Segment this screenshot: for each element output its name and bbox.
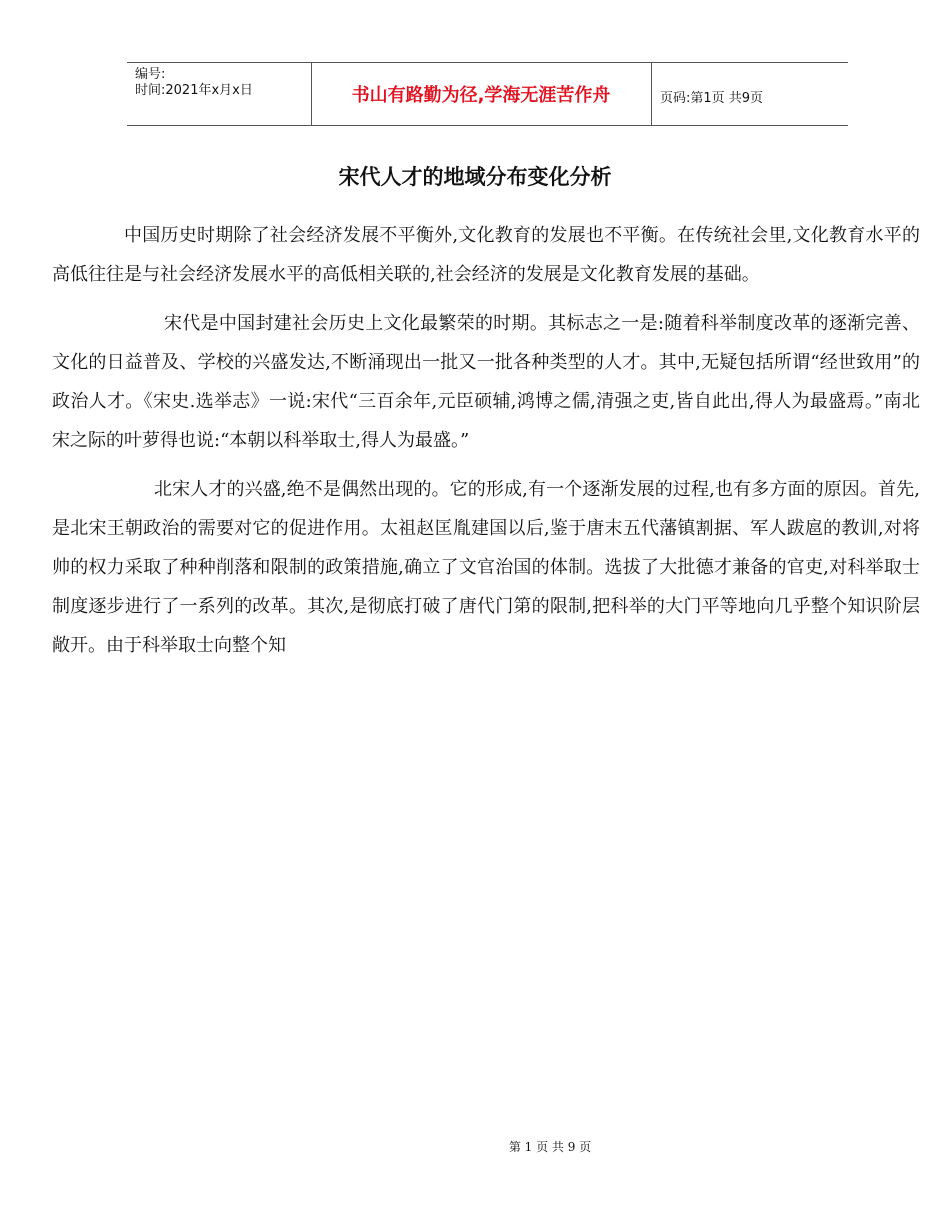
header-motto-cell [311,63,652,125]
header-info-cell [127,63,312,125]
number-label: 编号: [135,67,166,82]
page-code: 页码:第1页 共9页 [660,91,764,106]
paragraph-3: 北宋人才的兴盛,绝不是偶然出现的。它的形成,有一个逐渐发展的过程,也有多方面的原因。首先,是北宋王朝政治的需要对它的促进作用。太祖赵匡胤建国以后,鉴于唐末五代藩镇割据、军人跋扈的教训,对将帅的权力采取了种种削落和限制的政策措施,确立了文官治国的体制。选拔了大批德才兼备的官吏,对科举取士制度逐步进行了一系列的改革。其次,是彻底打破了唐代门第的限制,把科举的大门平等地向几乎整个知识阶层敞开。由于科举取士向整个知 [52,479,920,656]
document-title: 宋代人才的地域分布变化分析 [338,165,612,189]
header-page-cell [652,63,848,125]
paragraph-2: 宋代是中国封建社会历史上文化最繁荣的时期。其标志之一是:随着科举制度改革的逐渐完善、文化的日益普及、学校的兴盛发达,不断涌现出一批又一批各种类型的人才。其中,无疑包括所谓“经世致用”的政治人才。《宋史.选举志》一说:宋代“三百余年,元臣硕辅,鸿博之儒,清强之吏,皆自此出,得人为最盛焉。”南北宋之际的叶萝得也说:“本朝以科举取士,得人为最盛。” [52,313,920,451]
paragraph-1: 中国历史时期除了社会经济发展不平衡外,文化教育的发展也不平衡。在传统社会里,文化教育水平的高低往往是与社会经济发展水平的高低相关联的,社会经济的发展是文化教育发展的基础。 [52,225,920,285]
page-header [127,62,848,126]
date-label: 时间:2021年x月x日 [135,83,253,98]
page-footer: 第 1 页 共 9 页 [508,1140,592,1154]
document-body [52,216,920,675]
motto-text: 书山有路勤为径,学海无涯苦作舟 [351,85,611,106]
